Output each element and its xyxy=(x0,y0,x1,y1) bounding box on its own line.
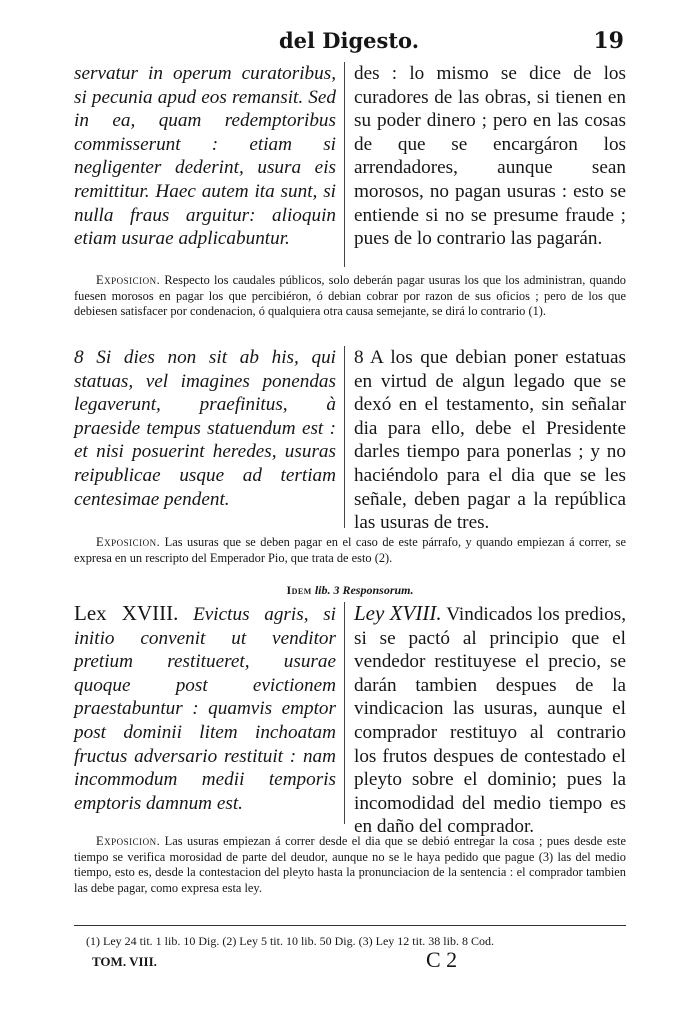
exposicion-2 xyxy=(74,535,626,566)
column-divider xyxy=(344,62,345,267)
running-title: del Digesto. xyxy=(278,28,420,53)
spanish-column xyxy=(354,602,626,839)
running-head xyxy=(74,28,624,58)
source-author: Idem xyxy=(286,583,312,597)
parallel-block-1 xyxy=(74,62,626,267)
exposicion-text: Las usuras empiezan á correr desde el dia que se debió entregar la cosa ; pues desde este tiempo se verifica morosidad de parte del deudor, aunque no se le haya pedido que pague (3) las del medio tiempo, esto es, desde la contestacion del pleyto hasta la pronunciacion de la sentencia : el comprador tambien las debe pagar, como expresa esta ley. xyxy=(74,834,626,895)
volume-signature: TOM. VIII. xyxy=(92,954,157,969)
spanish-text: 8 A los que debian poner estatuas en virtud de algun legado que se dexó en el testamento, sin señalar dia para ello, debe el Presidente darles tiempo para ponerlas ; y no haciéndolo para el dia que se les señale, deben pagar a la república las usuras de tres. xyxy=(354,347,626,534)
spanish-column xyxy=(354,346,626,535)
footnote-rule xyxy=(74,925,626,926)
parallel-block-3 xyxy=(74,601,626,838)
column-divider xyxy=(344,346,345,528)
spanish-column xyxy=(354,62,626,251)
sheet-mark: C 2 xyxy=(426,947,458,972)
latin-law-heading: Lex XVIII. xyxy=(74,601,179,625)
latin-text: servatur in operum curatoribus, si pecunia apud eos remansit. Sed in ea, quam redemptoribus commisserunt : etiam si negligenter dederint, usura eis remittitur. Haec autem ita sunt, si nulla fraus arguitur: alioquin etiam usurae adplicabuntur. xyxy=(74,63,336,250)
exposicion-label: Exposicion. xyxy=(96,834,161,848)
footnotes: (1) Ley 24 tit. 1 lib. 10 Dig. (2) Ley 5 tit. 10 lib. 50 Dig. (3) Ley 12 tit. 38 lib. 8 Cod. xyxy=(86,934,494,948)
latin-text: 8 Si dies non sit ab his, qui statuas, vel imagines ponendas legaverunt, praefinitus, à praeside tempus statuendum est : et nisi posuerint heredes, usuras reipublicae usque ad tertiam centesimae pendent. xyxy=(74,347,336,510)
spanish-law-heading: Ley XVIII. xyxy=(354,601,442,625)
latin-column xyxy=(74,602,336,815)
spanish-text: Vindicados los predios, si se pactó al principio que el vendedor restituyese el precio, se darán tambien despues de la vindicacion las usuras, aunque el comprador restituyo al contrario los frutos despues de contestado el pleyto sobre el dominio; pues la incomodidad del medio tiempo es en daño del comprador. xyxy=(354,604,626,838)
source-citation xyxy=(74,583,626,598)
exposicion-label: Exposicion. xyxy=(96,273,161,287)
source-work: lib. 3 Responsorum. xyxy=(314,583,414,597)
latin-column xyxy=(74,62,336,251)
exposicion-3 xyxy=(74,834,626,896)
exposicion-1 xyxy=(74,273,626,320)
parallel-block-2 xyxy=(74,346,626,534)
exposicion-text: Las usuras que se deben pagar en el caso de este párrafo, y quando empiezan á correr, se expresa en un rescripto del Emperador Pio, que trata de esto (2). xyxy=(74,535,626,565)
page-number: 19 xyxy=(593,28,624,54)
latin-text: Evictus agris, si initio convenit ut venditor pretium restitueret, usurae quoque post evictionem praestabuntur : quamvis emptor post dominii litem inchoatam fructus adversario restituit : nam incommodum medii temporis emptoris damnum est. xyxy=(74,604,336,814)
latin-column xyxy=(74,346,336,511)
spanish-text: des : lo mismo se dice de los curadores de las obras, si tienen en su poder dinero ; pero en las cosas de que se encargáron los arrendadores, aunque sean morosos, no pagan usuras : esto se entiende si no se presume fraude ; pues de lo contrario las pagarán. xyxy=(354,63,626,250)
column-divider xyxy=(344,602,345,824)
exposicion-label: Exposicion. xyxy=(96,535,161,549)
exposicion-text: Respecto los caudales públicos, solo deberán pagar usuras los que los administran, quando fuesen morosos en pagar los que percibiéron, ó debian cobrar por razon de sus oficios ; pero de los que debiesen satisfacer por condenacion, ó qualquiera otra causa semejante, se dirá lo contrario (1). xyxy=(74,273,626,319)
